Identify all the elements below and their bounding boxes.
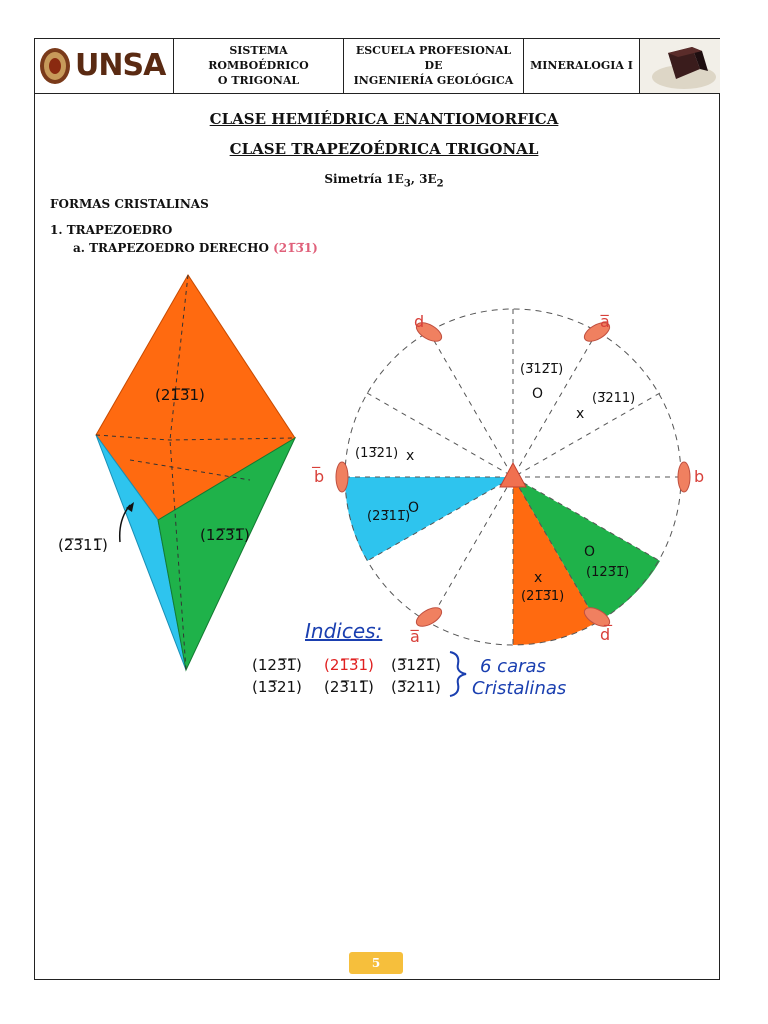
crystal-label-top: (21̅3̅1)	[155, 386, 205, 404]
stereo-face-2311: (23̅11̅)	[367, 509, 411, 524]
item-trapezoedro-derecho-index: (21̅3̅1)	[273, 241, 318, 255]
index-row2-b: (23̅11̅)	[324, 678, 374, 696]
title-class-hemiedric: CLASE HEMIÉDRICA ENANTIOMORFICA	[209, 110, 559, 128]
stereo-mark-cross-2: x	[406, 448, 415, 464]
stereo-mark-cross-3: x	[534, 570, 543, 586]
stereo-mark-circle-1: O	[532, 386, 544, 402]
stereo-mark-cross-1: x	[576, 406, 585, 422]
index-row1-b: (21̅3̅1)	[324, 656, 374, 674]
stereo-mark-circle-2: O	[408, 500, 420, 516]
indices-title: Indices:	[305, 619, 383, 643]
page-number-badge: 5	[349, 952, 403, 974]
index-row2-a: (13̅21)	[252, 678, 302, 696]
symmetry-mid: , 3E	[410, 172, 437, 186]
indices-note-line1: 6 caras	[480, 656, 546, 677]
item-trapezoedro-derecho-label: a. TRAPEZOEDRO DERECHO	[73, 241, 269, 255]
trigonal-axis-icon	[500, 463, 526, 487]
stereo-face-2131: (21̅3̅1)	[521, 589, 565, 604]
stereo-face-1231: (123̅1̅)	[586, 565, 630, 580]
stereo-face-3121: (3̅12̅1̅)	[520, 362, 564, 377]
title-class-trapezoedric: CLASE TRAPEZOÉDRICA TRIGONAL	[229, 140, 539, 158]
header-system-line1: SISTEMA ROMBOÉDRICO	[208, 44, 309, 72]
stereo-mark-circle-3: O	[584, 544, 596, 560]
item-trapezoedro: 1. TRAPEZOEDRO	[50, 223, 173, 237]
header-school-line2: INGENIERÍA GEOLÓGICA	[353, 74, 514, 87]
trapezohedron-crystal	[96, 275, 295, 670]
header-school-line1: ESCUELA PROFESIONAL DE	[355, 44, 512, 72]
header-system-line2: O TRIGONAL	[217, 74, 300, 87]
index-row1-c: (3̅12̅1̅)	[391, 656, 441, 674]
stereogram	[336, 309, 690, 645]
axis-label-a-bar-bottom: a̅	[410, 627, 420, 646]
axis-label-b-bar: b̅	[314, 467, 325, 486]
index-row1-a: (123̅1̅)	[252, 656, 302, 674]
header-course: MINERALOGIA I	[530, 59, 633, 72]
symmetry-sub1: 3	[403, 178, 411, 190]
stereo-face-3211: (3̅211)	[592, 391, 636, 406]
stereo-face-1321: (13̅21)	[355, 446, 399, 461]
crystal-label-left: (2̅3̅11̅)	[58, 536, 108, 554]
indices-brace	[450, 652, 466, 696]
index-row2-c: (3̅211)	[391, 678, 441, 696]
axis-label-d: d	[414, 312, 425, 331]
section-heading: FORMAS CRISTALINAS	[50, 197, 209, 211]
logo-text: UNSA	[75, 48, 166, 83]
axis-label-b: b	[694, 467, 705, 486]
axis-label-d-bar: d̅	[600, 625, 611, 644]
axis-label-a-bar-top: a̅	[600, 312, 610, 331]
crystal-label-front: (12̅3̅1̅)	[200, 526, 250, 544]
symmetry-prefix: Simetría 1E	[324, 172, 404, 186]
symmetry-sub2: 2	[436, 178, 444, 190]
indices-note-line2: Cristalinas	[472, 678, 567, 699]
